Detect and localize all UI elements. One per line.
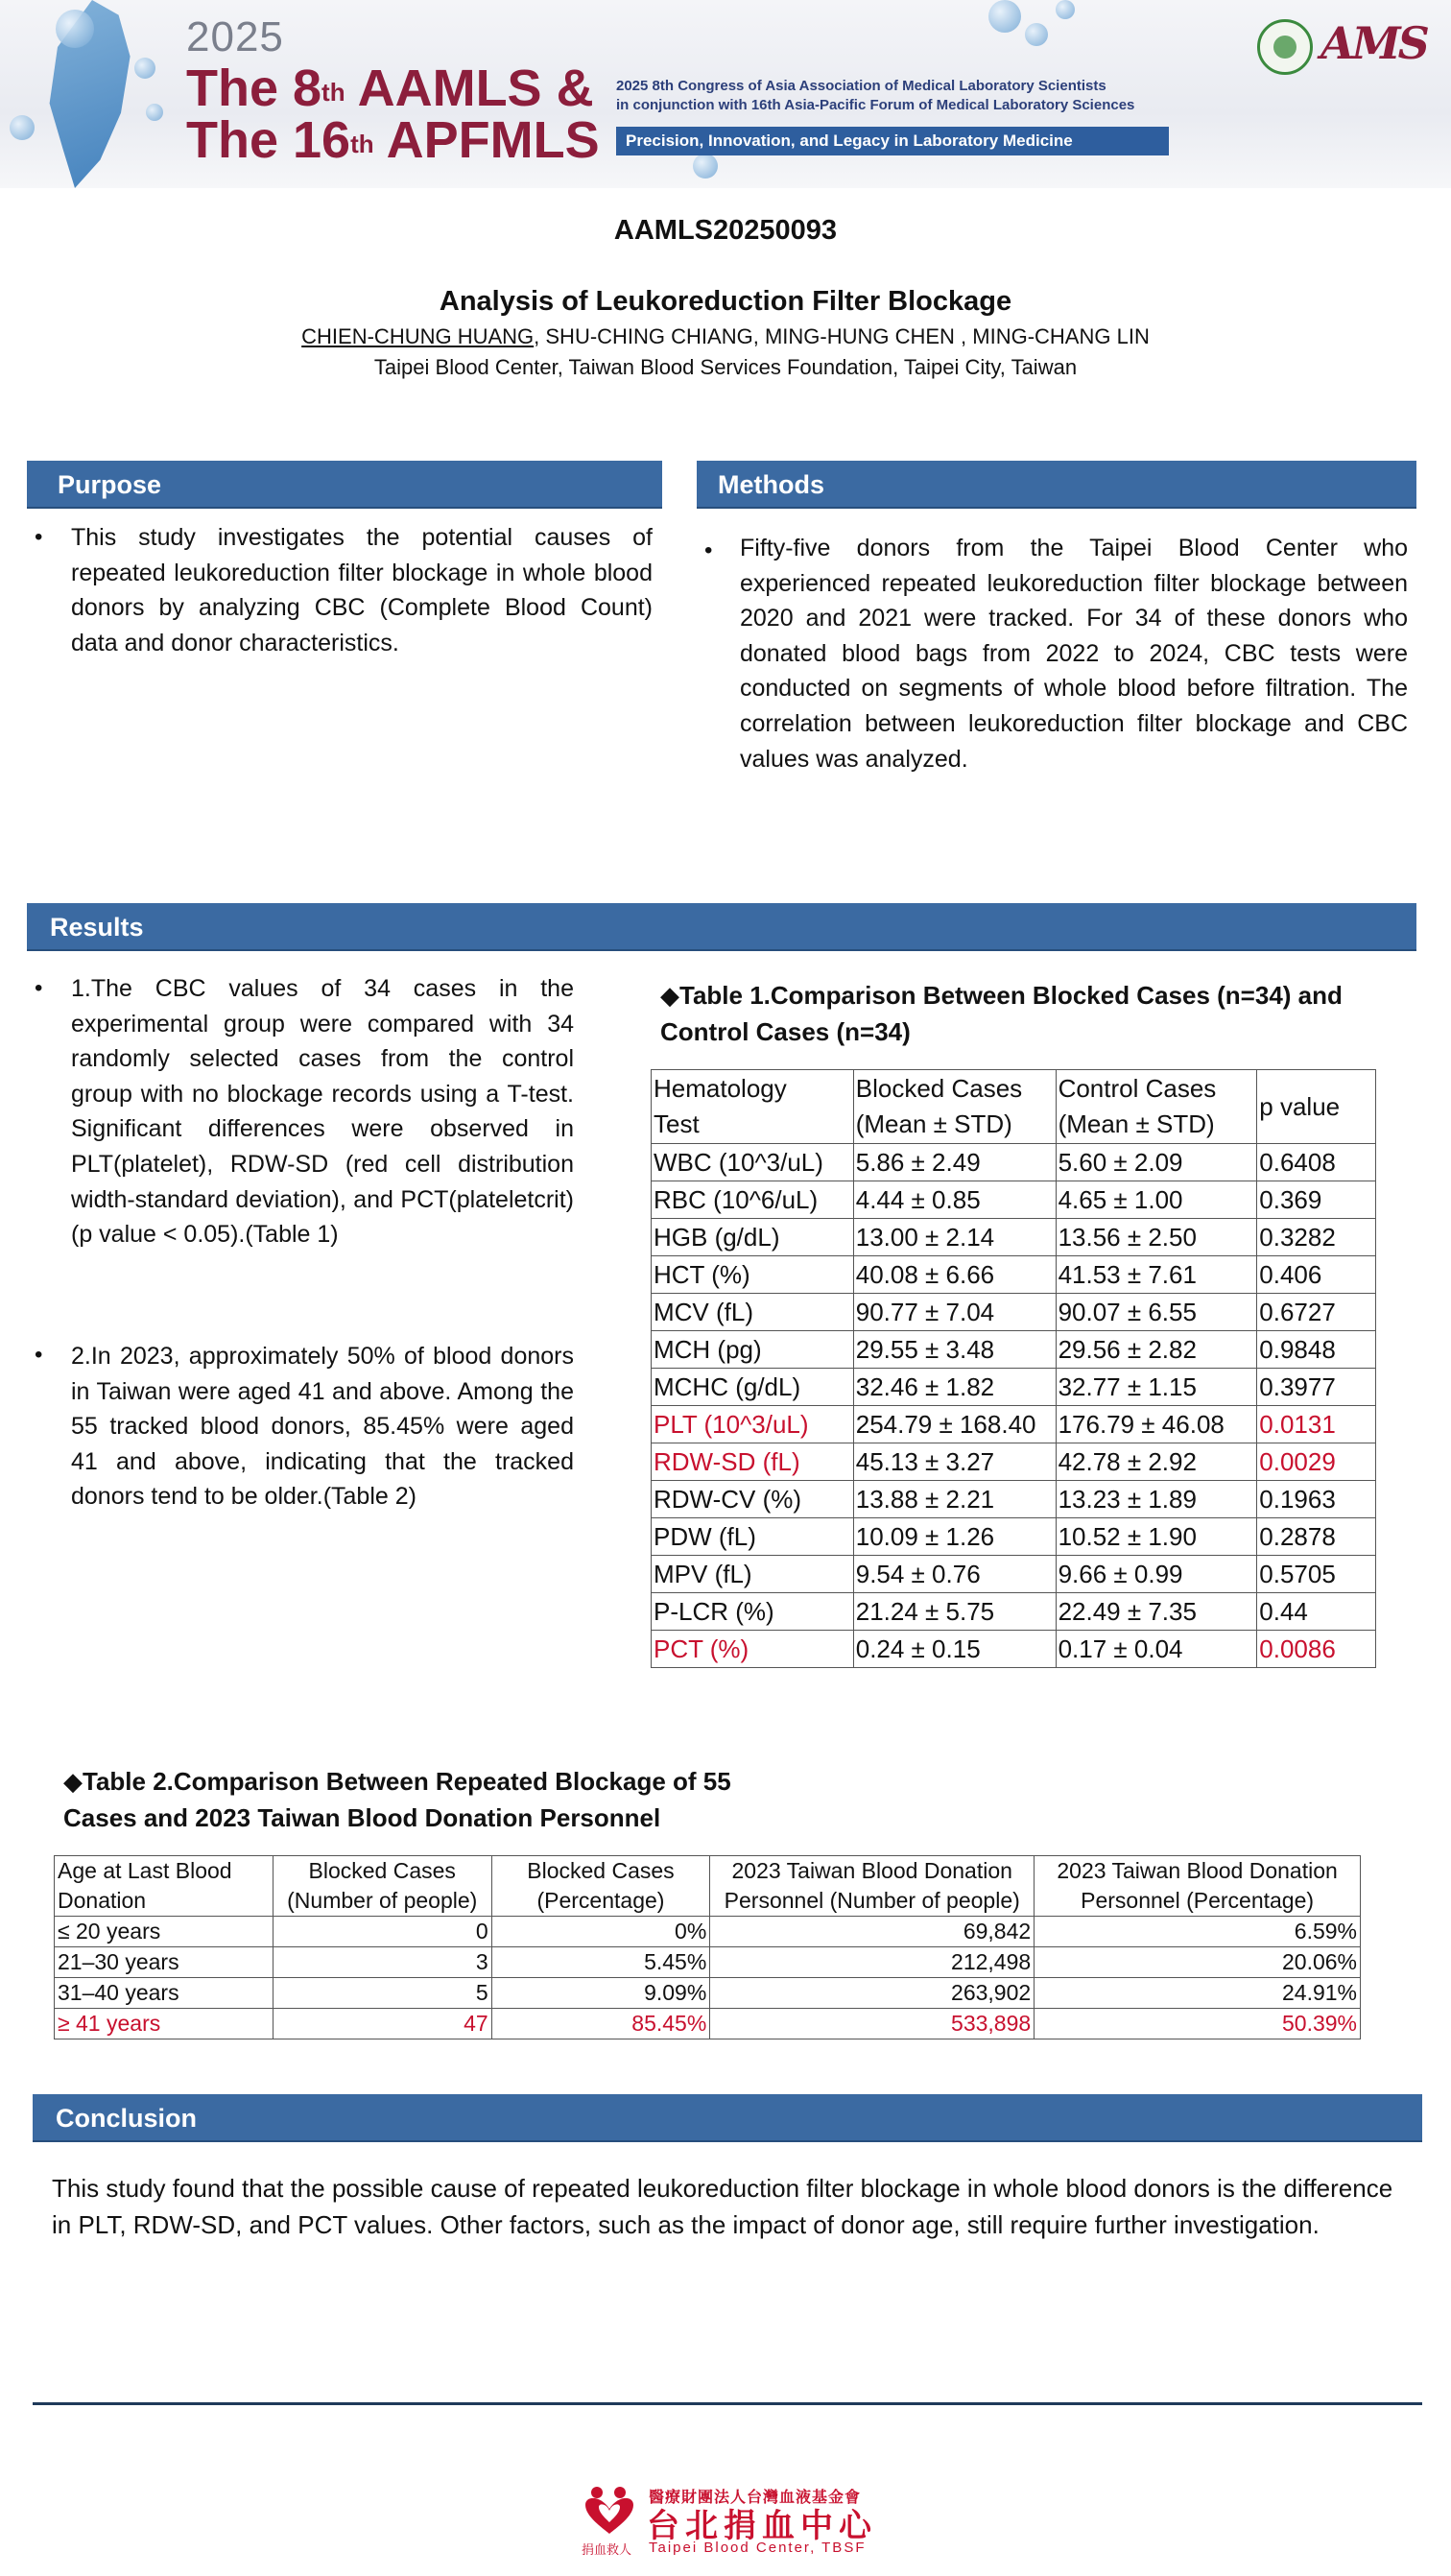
- table-cell-taiwan_pct: 6.59%: [1035, 1917, 1361, 1947]
- table1-cbc-comparison: [651, 1069, 1376, 1668]
- table-cell-blocked: 9.54 ± 0.76: [853, 1556, 1056, 1593]
- table-cell-p: 0.6408: [1257, 1144, 1376, 1181]
- table-header-cell: [55, 1856, 274, 1917]
- table-row: [652, 1369, 1376, 1406]
- table-cell-blocked: 40.08 ± 6.66: [853, 1256, 1056, 1294]
- table-row: [652, 1556, 1376, 1593]
- table-row: [652, 1631, 1376, 1668]
- table-cell-test: MPV (fL): [652, 1556, 854, 1593]
- table-cell-blocked_pct: 5.45%: [491, 1947, 710, 1978]
- table-cell-test: RDW-CV (%): [652, 1481, 854, 1518]
- congress-name-line-2: in conjunction with 16th Asia-Pacific Forum of Medical Laboratory Sciences: [616, 97, 1135, 113]
- banner-title-sup: th: [350, 130, 374, 158]
- table-cell-control: 90.07 ± 6.55: [1056, 1294, 1257, 1331]
- table-cell-blocked: 254.79 ± 168.40: [853, 1406, 1056, 1443]
- table-cell-p: 0.1963: [1257, 1481, 1376, 1518]
- table-header-cell: [491, 1856, 710, 1917]
- purpose-heading: Purpose: [27, 461, 662, 509]
- table-cell-blocked: 13.88 ± 2.21: [853, 1481, 1056, 1518]
- table-row: [652, 1294, 1376, 1331]
- table-cell-taiwan_n: 533,898: [710, 2009, 1035, 2039]
- table-cell-control: 32.77 ± 1.15: [1056, 1369, 1257, 1406]
- table-header-text: (Percentage): [536, 1888, 665, 1913]
- table-cell-blocked: 0.24 ± 0.15: [853, 1631, 1056, 1668]
- table-cell-taiwan_pct: 20.06%: [1035, 1947, 1361, 1978]
- heart-logo-icon: [582, 2484, 637, 2536]
- table-cell-blocked: 29.55 ± 3.48: [853, 1331, 1056, 1369]
- table-header-text: Hematology: [654, 1074, 787, 1103]
- congress-name-line-1: 2025 8th Congress of Asia Association of Medical Laboratory Scientists: [616, 78, 1106, 94]
- table-header-cell: [710, 1856, 1035, 1917]
- table-cell-test: PLT (10^3/uL): [652, 1406, 854, 1443]
- table-header-text: Blocked Cases: [308, 1858, 456, 1883]
- table-cell-control: 22.49 ± 7.35: [1056, 1593, 1257, 1631]
- author-list: [0, 324, 1451, 349]
- table-cell-control: 13.56 ± 2.50: [1056, 1219, 1257, 1256]
- table-row: [652, 1518, 1376, 1556]
- table-cell-age: 21–30 years: [55, 1947, 274, 1978]
- banner-title-line-2: [186, 113, 600, 167]
- molecule-bubble: [134, 58, 155, 79]
- table2-age-comparison: [54, 1855, 1361, 2039]
- table-header-text: Age at Last Blood: [58, 1858, 232, 1883]
- table-row: [652, 1256, 1376, 1294]
- table-header-cell: [652, 1070, 854, 1144]
- table-header-text: 2023 Taiwan Blood Donation: [1057, 1858, 1338, 1883]
- table-cell-blocked: 32.46 ± 1.82: [853, 1369, 1056, 1406]
- molecule-bubble: [1025, 23, 1048, 46]
- table-header-row: [652, 1070, 1376, 1144]
- table-header-cell: [273, 1856, 491, 1917]
- co-authors: , SHU-CHING CHIANG, MING-HUNG CHEN , MING-CHANG LIN: [534, 324, 1150, 348]
- abstract-code: AAMLS20250093: [613, 215, 838, 246]
- table-cell-taiwan_pct: 50.39%: [1035, 2009, 1361, 2039]
- table-cell-blocked_n: 0: [273, 1917, 491, 1947]
- banner-title-sup: th: [321, 78, 345, 107]
- table-cell-p: 0.369: [1257, 1181, 1376, 1219]
- table-header-text: Donation: [58, 1888, 147, 1913]
- conclusion-heading: Conclusion: [33, 2094, 1422, 2142]
- table-cell-control: 0.17 ± 0.04: [1056, 1631, 1257, 1668]
- table-cell-blocked: 45.13 ± 3.27: [853, 1443, 1056, 1481]
- table-cell-blocked: 4.44 ± 0.85: [853, 1181, 1056, 1219]
- congress-tagline: Precision, Innovation, and Legacy in Laboratory Medicine: [616, 127, 1169, 155]
- table-header-text: Blocked Cases: [527, 1858, 675, 1883]
- footer-org-name-small: 醫療財團法人台灣血液基金會: [649, 2490, 862, 2506]
- table-header-text: (Number of people): [287, 1888, 478, 1913]
- table-cell-p: 0.0131: [1257, 1406, 1376, 1443]
- table-header-cell: [853, 1070, 1056, 1144]
- footer-divider: [33, 2402, 1422, 2405]
- methods-text: Fifty-five donors from the Taipei Blood Center who experienced repeated leukoreduction filter blockage between 2020 and 2021 were tracked. For 34 of these donors who donated blood bags from 2022 to 2024, CBC tests were conducted on segments of whole blood before filtration. The correlation between leukoreduction filter blockage and CBC values was analyzed.: [740, 535, 1408, 773]
- bullet-icon: •: [35, 524, 43, 550]
- molecule-bubble: [146, 104, 163, 121]
- poster-title: Analysis of Leukoreduction Filter Blockage: [439, 286, 1012, 317]
- society-seal-logo: [1257, 19, 1313, 75]
- table-header-text: Personnel (Number of people): [724, 1888, 1020, 1913]
- affiliation: Taipei Blood Center, Taiwan Blood Services Foundation, Taipei City, Taiwan: [373, 355, 1078, 379]
- table-cell-age: ≥ 41 years: [55, 2009, 274, 2039]
- table-cell-control: 29.56 ± 2.82: [1056, 1331, 1257, 1369]
- table-row: [55, 1978, 1361, 2009]
- footer-slogan: 捐血救人: [582, 2542, 632, 2557]
- table-cell-blocked: 13.00 ± 2.14: [853, 1219, 1056, 1256]
- table-row: [652, 1331, 1376, 1369]
- table-row: [55, 1947, 1361, 1978]
- methods-heading: Methods: [697, 461, 1416, 509]
- banner-title-line-1: [186, 61, 594, 115]
- table-cell-taiwan_n: 212,498: [710, 1947, 1035, 1978]
- table-row: [652, 1181, 1376, 1219]
- table-cell-blocked_pct: 85.45%: [491, 2009, 710, 2039]
- results-heading: Results: [27, 903, 1416, 951]
- table-cell-test: HGB (g/dL): [652, 1219, 854, 1256]
- conference-banner: [0, 0, 1451, 188]
- table-cell-p: 0.5705: [1257, 1556, 1376, 1593]
- table-cell-blocked: 5.86 ± 2.49: [853, 1144, 1056, 1181]
- table1-caption: [660, 977, 1343, 1050]
- table-header-text: (Mean ± STD): [1058, 1109, 1215, 1138]
- table-header-cell: [1035, 1856, 1361, 1917]
- table-header-cell: [1056, 1070, 1257, 1144]
- table-row: [652, 1443, 1376, 1481]
- results-point-1: 1.The CBC values of 34 cases in the experimental group were compared with 34 randomly selected cases from the control group with no blockage records using a T-test. Significant differences were observed in PLT(platelet), RDW-SD (red cell distribution width-standard deviation), and PCT(plateletcrit) (p value < 0.05).(Table 1): [71, 975, 574, 1249]
- table-header-text: p value: [1259, 1091, 1341, 1121]
- table-cell-test: WBC (10^3/uL): [652, 1144, 854, 1181]
- table-row: [652, 1144, 1376, 1181]
- table-header-text: Blocked Cases: [855, 1074, 1023, 1103]
- molecule-bubble: [988, 0, 1021, 33]
- table-header-text: Test: [654, 1109, 700, 1138]
- table-cell-p: 0.3977: [1257, 1369, 1376, 1406]
- ams-logo: AMS: [1320, 17, 1427, 69]
- table-cell-p: 0.0029: [1257, 1443, 1376, 1481]
- table-cell-blocked_n: 3: [273, 1947, 491, 1978]
- table-cell-test: RBC (10^6/uL): [652, 1181, 854, 1219]
- table-cell-taiwan_n: 263,902: [710, 1978, 1035, 2009]
- results-point-2: 2.In 2023, approximately 50% of blood donors in Taiwan were aged 41 and above. Among the 55 tracked blood donors, 85.45% were aged 41 and above, indicating that the tracked donors tend to be older.(Table 2): [71, 1343, 574, 1511]
- purpose-text: This study investigates the potential causes of repeated leukoreduction filter blockage in whole blood donors by analyzing CBC (Complete Blood Count) data and donor characteristics.: [71, 524, 653, 656]
- table-header-cell: [1257, 1070, 1376, 1144]
- table-header-text: (Mean ± STD): [855, 1109, 1012, 1138]
- table-header-text: Personnel (Percentage): [1081, 1888, 1315, 1913]
- table-cell-test: PCT (%): [652, 1631, 854, 1668]
- banner-title-text: The 16: [186, 111, 351, 169]
- table-cell-p: 0.6727: [1257, 1294, 1376, 1331]
- table-header-text: Control Cases: [1058, 1074, 1217, 1103]
- table2-caption-line: ◆Table 2.Comparison Between Repeated Blockage of 55: [63, 1767, 731, 1796]
- table2-caption-line: Cases and 2023 Taiwan Blood Donation Personnel: [63, 1803, 661, 1832]
- banner-title-tail: AAMLS &: [345, 60, 594, 117]
- table-cell-control: 176.79 ± 46.08: [1056, 1406, 1257, 1443]
- banner-title-tail: APFMLS: [373, 111, 600, 169]
- table-cell-test: P-LCR (%): [652, 1593, 854, 1631]
- table-row: [652, 1219, 1376, 1256]
- table-row: [652, 1593, 1376, 1631]
- table-cell-control: 10.52 ± 1.90: [1056, 1518, 1257, 1556]
- table-cell-test: RDW-SD (fL): [652, 1443, 854, 1481]
- table-cell-blocked_pct: 9.09%: [491, 1978, 710, 2009]
- table-cell-control: 13.23 ± 1.89: [1056, 1481, 1257, 1518]
- table-cell-blocked_pct: 0%: [491, 1917, 710, 1947]
- banner-year: 2025: [186, 13, 284, 60]
- table-cell-test: MCHC (g/dL): [652, 1369, 854, 1406]
- bullet-icon: •: [35, 1342, 43, 1368]
- table-cell-age: ≤ 20 years: [55, 1917, 274, 1947]
- lead-author: CHIEN-CHUNG HUANG: [301, 324, 535, 348]
- table-cell-test: MCV (fL): [652, 1294, 854, 1331]
- table2-caption: [63, 1763, 731, 1836]
- table-cell-age: 31–40 years: [55, 1978, 274, 2009]
- table-cell-blocked_n: 47: [273, 2009, 491, 2039]
- table-cell-p: 0.406: [1257, 1256, 1376, 1294]
- table-cell-blocked_n: 5: [273, 1978, 491, 2009]
- table-row: [55, 1917, 1361, 1947]
- table-cell-p: 0.3282: [1257, 1219, 1376, 1256]
- table-cell-p: 0.0086: [1257, 1631, 1376, 1668]
- footer-org-name: 台北捐血中心: [647, 2508, 877, 2544]
- table-cell-blocked: 10.09 ± 1.26: [853, 1518, 1056, 1556]
- table-header-row: [55, 1856, 1361, 1917]
- table-cell-control: 5.60 ± 2.09: [1056, 1144, 1257, 1181]
- molecule-bubble: [56, 10, 94, 48]
- table-row: [652, 1406, 1376, 1443]
- table-cell-p: 0.2878: [1257, 1518, 1376, 1556]
- table-cell-taiwan_pct: 24.91%: [1035, 1978, 1361, 2009]
- table-cell-control: 4.65 ± 1.00: [1056, 1181, 1257, 1219]
- footer-org-name-english: Taipei Blood Center, TBSF: [649, 2540, 867, 2556]
- table-row: [55, 2009, 1361, 2039]
- table-cell-taiwan_n: 69,842: [710, 1917, 1035, 1947]
- molecule-bubble: [10, 115, 35, 140]
- banner-title-text: The 8: [186, 60, 322, 117]
- table-cell-blocked: 90.77 ± 7.04: [853, 1294, 1056, 1331]
- table-row: [652, 1481, 1376, 1518]
- table-cell-control: 42.78 ± 2.92: [1056, 1443, 1257, 1481]
- table-cell-control: 9.66 ± 0.99: [1056, 1556, 1257, 1593]
- molecule-bubble: [693, 154, 718, 179]
- table-cell-test: PDW (fL): [652, 1518, 854, 1556]
- bullet-icon: •: [704, 537, 713, 563]
- table-header-text: 2023 Taiwan Blood Donation: [731, 1858, 1012, 1883]
- table-cell-p: 0.9848: [1257, 1331, 1376, 1369]
- table-cell-control: 41.53 ± 7.61: [1056, 1256, 1257, 1294]
- table-cell-test: MCH (pg): [652, 1331, 854, 1369]
- molecule-bubble: [1056, 0, 1075, 19]
- table1-caption-line: Control Cases (n=34): [660, 1017, 911, 1046]
- table-cell-blocked: 21.24 ± 5.75: [853, 1593, 1056, 1631]
- bullet-icon: •: [35, 975, 43, 1001]
- table-cell-p: 0.44: [1257, 1593, 1376, 1631]
- table1-caption-line: ◆Table 1.Comparison Between Blocked Cases (n=34) and: [660, 981, 1343, 1010]
- table-cell-test: HCT (%): [652, 1256, 854, 1294]
- conclusion-text: This study found that the possible cause of repeated leukoreduction filter blockage in whole blood donors is the difference in PLT, RDW-SD, and PCT values. Other factors, such as the impact of donor age, still require further investigation.: [52, 2174, 1393, 2239]
